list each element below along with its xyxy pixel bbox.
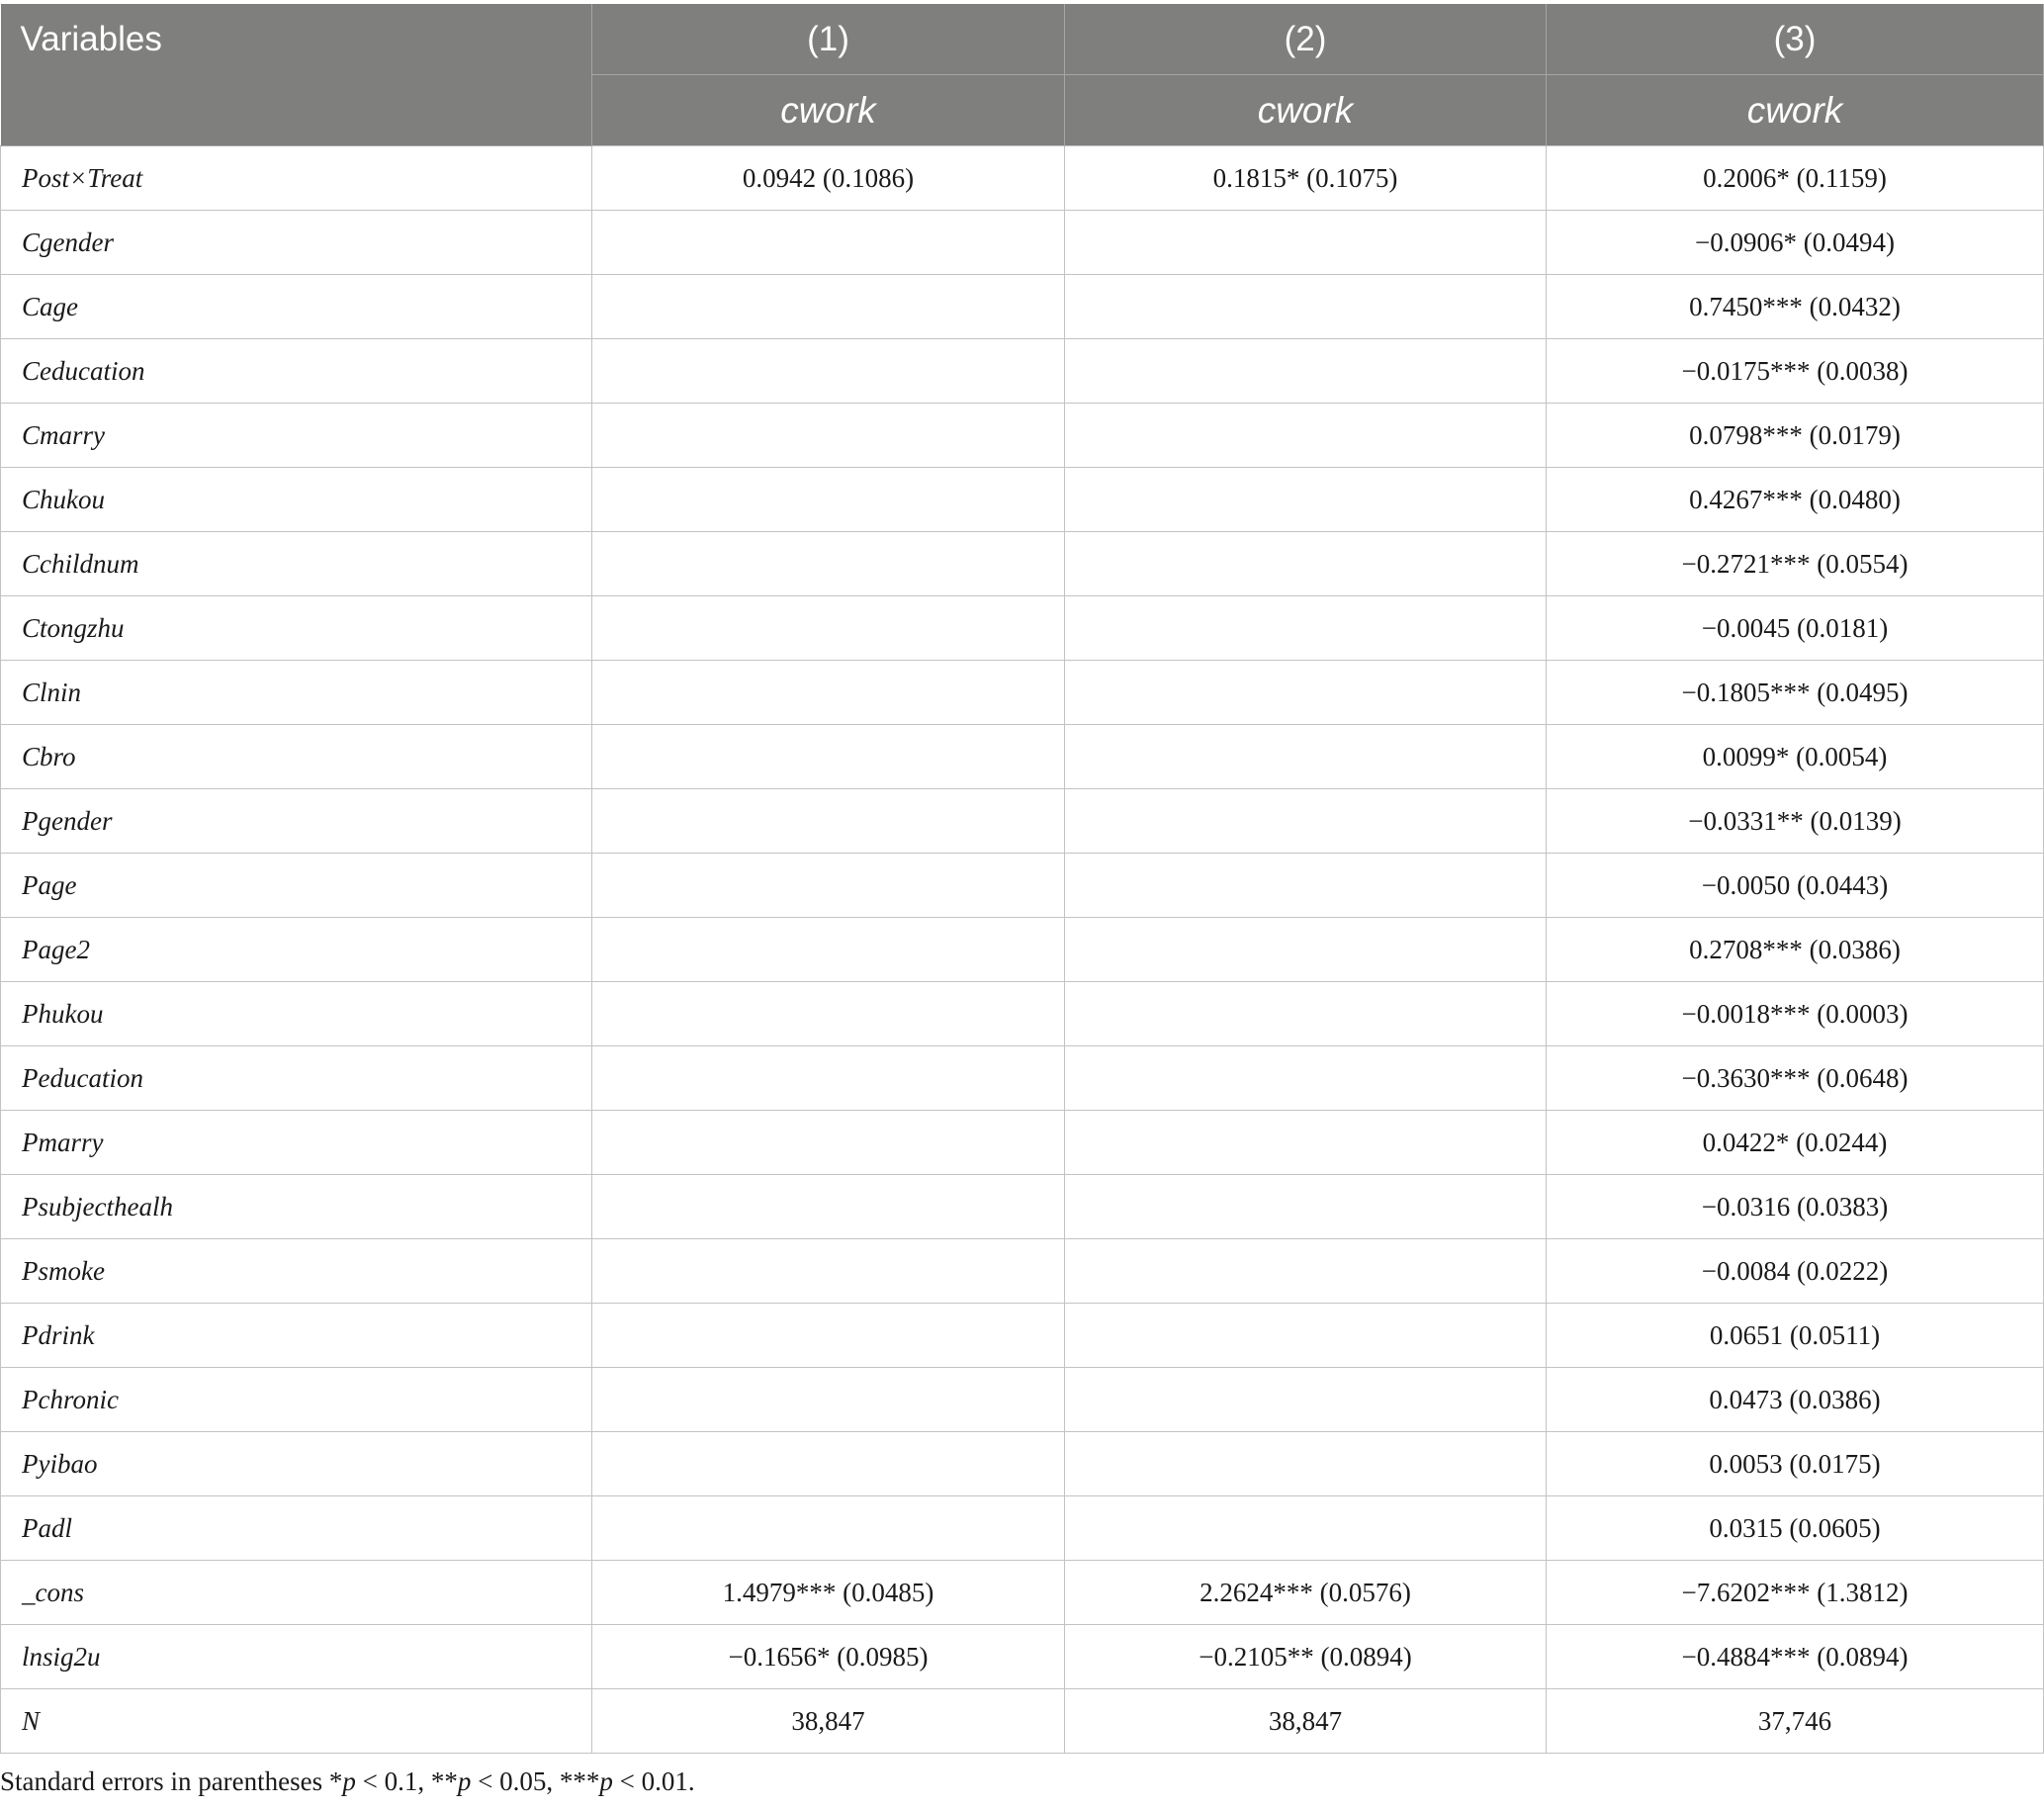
coefficient-cell-model-1 (592, 404, 1065, 468)
table-row (1, 918, 2044, 982)
table-row (1, 468, 2044, 532)
coefficient-cell-model-1 (592, 1046, 1065, 1111)
coefficient-cell-model-1 (592, 854, 1065, 918)
coefficient-cell-model-3: −0.0331** (0.0139) (1547, 789, 2044, 854)
coefficient-cell-model-1 (592, 211, 1065, 275)
table-row (1, 211, 2044, 275)
coefficient-cell-model-2 (1065, 1304, 1547, 1368)
table-header (1, 4, 2044, 146)
coefficient-cell-model-2 (1065, 532, 1547, 596)
table-row (1, 1046, 2044, 1111)
coefficient-cell-model-3: −0.0050 (0.0443) (1547, 854, 2044, 918)
variable-name-cell: Chukou (1, 468, 592, 532)
coefficient-cell-model-1 (592, 532, 1065, 596)
coefficient-cell-model-1 (592, 1239, 1065, 1304)
table-row (1, 982, 2044, 1046)
table-row (1, 275, 2044, 339)
variable-name-cell: Cgender (1, 211, 592, 275)
coefficient-cell-model-2 (1065, 982, 1547, 1046)
coefficient-cell-model-2 (1065, 1496, 1547, 1561)
variable-name-cell: Page2 (1, 918, 592, 982)
coefficient-cell-model-2 (1065, 404, 1547, 468)
coefficient-cell-model-1 (592, 1175, 1065, 1239)
table-row (1, 1496, 2044, 1561)
coefficient-cell-model-1 (592, 596, 1065, 661)
coefficient-cell-model-1 (592, 1496, 1065, 1561)
coefficient-cell-model-3: 0.0099* (0.0054) (1547, 725, 2044, 789)
coefficient-cell-model-1: −0.1656* (0.0985) (592, 1625, 1065, 1689)
variable-name-cell: Ceducation (1, 339, 592, 404)
coefficient-cell-model-1 (592, 661, 1065, 725)
coefficient-cell-model-3: −0.0175*** (0.0038) (1547, 339, 2044, 404)
coefficient-cell-model-2 (1065, 1175, 1547, 1239)
coefficient-cell-model-2 (1065, 211, 1547, 275)
table-row (1, 146, 2044, 211)
coefficient-cell-model-3: −0.3630*** (0.0648) (1547, 1046, 2044, 1111)
coefficient-cell-model-2: 2.2624*** (0.0576) (1065, 1561, 1547, 1625)
table-row (1, 1239, 2044, 1304)
dependent-variable-3: cwork (1547, 75, 2044, 146)
coefficient-cell-model-1 (592, 1432, 1065, 1496)
footnote-p-symbol: p (599, 1766, 613, 1796)
table-row (1, 596, 2044, 661)
table-footnote (0, 1766, 695, 1797)
coefficient-cell-model-1 (592, 1111, 1065, 1175)
table-row (1, 1625, 2044, 1689)
coefficient-cell-model-3: −0.4884*** (0.0894) (1547, 1625, 2044, 1689)
coefficient-cell-model-2 (1065, 339, 1547, 404)
footnote-lead: Standard errors in parentheses * (0, 1766, 343, 1796)
regression-table (0, 4, 2044, 1754)
coefficient-cell-model-2 (1065, 854, 1547, 918)
coefficient-cell-model-2: 0.1815* (0.1075) (1065, 146, 1547, 211)
header-row-column-numbers (1, 4, 2044, 75)
coefficient-cell-model-2 (1065, 1432, 1547, 1496)
coefficient-cell-model-1 (592, 1304, 1065, 1368)
footnote-p-symbol: p (457, 1766, 472, 1796)
coefficient-cell-model-3: 0.2006* (0.1159) (1547, 146, 2044, 211)
coefficient-cell-model-3: 0.0053 (0.0175) (1547, 1432, 2044, 1496)
variable-name-cell: Pchronic (1, 1368, 592, 1432)
footnote-p-symbol: p (342, 1766, 356, 1796)
column-number-1: (1) (592, 4, 1065, 75)
coefficient-cell-model-3: 0.0315 (0.0605) (1547, 1496, 2044, 1561)
dependent-variable-2: cwork (1065, 75, 1547, 146)
coefficient-cell-model-2 (1065, 1239, 1547, 1304)
coefficient-cell-model-2: 38,847 (1065, 1689, 1547, 1754)
variable-name-cell: Peducation (1, 1046, 592, 1111)
column-number-3: (3) (1547, 4, 2044, 75)
variable-name-cell: Post×Treat (1, 146, 592, 211)
variable-name-cell: Pyibao (1, 1432, 592, 1496)
coefficient-cell-model-1 (592, 725, 1065, 789)
coefficient-cell-model-3: 0.0651 (0.0511) (1547, 1304, 2044, 1368)
coefficient-cell-model-1 (592, 275, 1065, 339)
coefficient-cell-model-3: 0.0473 (0.0386) (1547, 1368, 2044, 1432)
coefficient-cell-model-3: −0.2721*** (0.0554) (1547, 532, 2044, 596)
coefficient-cell-model-2: −0.2105** (0.0894) (1065, 1625, 1547, 1689)
coefficient-cell-model-3: 0.4267*** (0.0480) (1547, 468, 2044, 532)
coefficient-cell-model-2 (1065, 1111, 1547, 1175)
coefficient-cell-model-2 (1065, 275, 1547, 339)
table-body (1, 146, 2044, 1754)
coefficient-cell-model-1: 0.0942 (0.1086) (592, 146, 1065, 211)
coefficient-cell-model-3: 0.0422* (0.0244) (1547, 1111, 2044, 1175)
coefficient-cell-model-3: 37,746 (1547, 1689, 2044, 1754)
coefficient-cell-model-3: −0.0316 (0.0383) (1547, 1175, 2044, 1239)
variables-header: Variables (1, 4, 592, 146)
coefficient-cell-model-3: 0.7450*** (0.0432) (1547, 275, 2044, 339)
variable-name-cell: Page (1, 854, 592, 918)
coefficient-cell-model-1 (592, 918, 1065, 982)
column-number-2: (2) (1065, 4, 1547, 75)
coefficient-cell-model-2 (1065, 1368, 1547, 1432)
coefficient-cell-model-2 (1065, 661, 1547, 725)
coefficient-cell-model-3: −0.0045 (0.0181) (1547, 596, 2044, 661)
variable-name-cell: Cchildnum (1, 532, 592, 596)
coefficient-cell-model-1 (592, 982, 1065, 1046)
table-row (1, 854, 2044, 918)
coefficient-cell-model-1 (592, 1368, 1065, 1432)
coefficient-cell-model-3: −7.6202*** (1.3812) (1547, 1561, 2044, 1625)
table-row (1, 789, 2044, 854)
coefficient-cell-model-1: 1.4979*** (0.0485) (592, 1561, 1065, 1625)
variable-name-cell: Pdrink (1, 1304, 592, 1368)
variable-name-cell: _cons (1, 1561, 592, 1625)
coefficient-cell-model-3: −0.0018*** (0.0003) (1547, 982, 2044, 1046)
coefficient-cell-model-3: −0.0906* (0.0494) (1547, 211, 2044, 275)
variable-name-cell: Cmarry (1, 404, 592, 468)
table-row (1, 1689, 2044, 1754)
coefficient-cell-model-1 (592, 789, 1065, 854)
footnote-threshold-2: < 0.05, *** (471, 1766, 600, 1796)
coefficient-cell-model-3: −0.0084 (0.0222) (1547, 1239, 2044, 1304)
variable-name-cell: Cage (1, 275, 592, 339)
coefficient-cell-model-2 (1065, 468, 1547, 532)
table-row (1, 1368, 2044, 1432)
coefficient-cell-model-3: 0.0798*** (0.0179) (1547, 404, 2044, 468)
coefficient-cell-model-2 (1065, 725, 1547, 789)
variable-name-cell: Phukou (1, 982, 592, 1046)
dependent-variable-1: cwork (592, 75, 1065, 146)
footnote-threshold-3: < 0.01. (612, 1766, 695, 1796)
coefficient-cell-model-2 (1065, 1046, 1547, 1111)
coefficient-cell-model-1 (592, 468, 1065, 532)
variable-name-cell: Psmoke (1, 1239, 592, 1304)
variable-name-cell: Ctongzhu (1, 596, 592, 661)
table-row (1, 532, 2044, 596)
table-row (1, 404, 2044, 468)
coefficient-cell-model-1 (592, 339, 1065, 404)
variable-name-cell: N (1, 1689, 592, 1754)
variable-name-cell: Pmarry (1, 1111, 592, 1175)
coefficient-cell-model-2 (1065, 596, 1547, 661)
table-row (1, 1304, 2044, 1368)
table-row (1, 1561, 2044, 1625)
variable-name-cell: Cbro (1, 725, 592, 789)
coefficient-cell-model-1: 38,847 (592, 1689, 1065, 1754)
coefficient-cell-model-2 (1065, 918, 1547, 982)
variable-name-cell: Padl (1, 1496, 592, 1561)
variable-name-cell: Clnin (1, 661, 592, 725)
footnote-threshold-1: < 0.1, ** (355, 1766, 458, 1796)
variable-name-cell: lnsig2u (1, 1625, 592, 1689)
coefficient-cell-model-3: 0.2708*** (0.0386) (1547, 918, 2044, 982)
variable-name-cell: Psubjecthealh (1, 1175, 592, 1239)
coefficient-cell-model-2 (1065, 789, 1547, 854)
table-row (1, 1111, 2044, 1175)
table-row (1, 725, 2044, 789)
table-row (1, 339, 2044, 404)
coefficient-cell-model-3: −0.1805*** (0.0495) (1547, 661, 2044, 725)
table-row (1, 1175, 2044, 1239)
variable-name-cell: Pgender (1, 789, 592, 854)
table-row (1, 661, 2044, 725)
table-row (1, 1432, 2044, 1496)
